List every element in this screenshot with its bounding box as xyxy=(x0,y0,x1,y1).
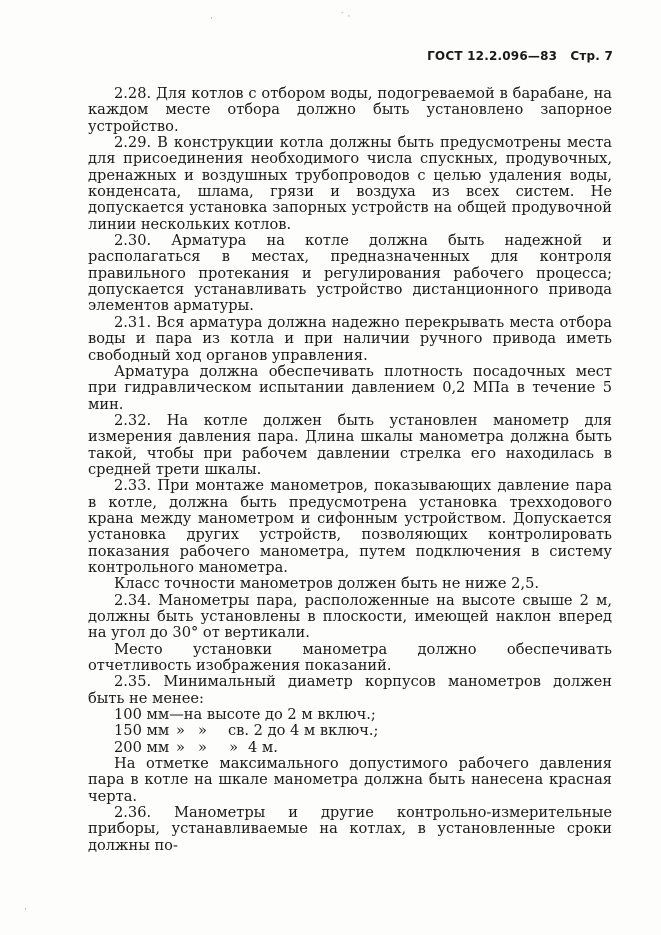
paragraph-gauge-location: Место установки манометра должно обеспечивать отчетливость изображения показаний. xyxy=(88,640,612,675)
scan-speck: ˙ · xyxy=(340,12,351,22)
paragraph-2-28: 2.28. Для котлов с отбором воды, подогреваемой в барабане, на каждом месте отбора должно быть установлено запорное устройство. xyxy=(88,85,612,135)
paragraph-2-32: 2.32. На котле должен быть установлен манометр для измерения давления пара. Длина шкалы манометра должна быть такой, чтобы при рабочем давлении стрелка его находилась в средней трети шкалы. xyxy=(88,411,612,478)
paragraph-valve-tightness: Арматура должна обеспечивать плотность посадочных мест при гидравлическом испытании давлением 0,2 МПа в течение 5 мин. xyxy=(88,362,612,413)
paragraph-accuracy-class: Класс точности манометров должен быть не ниже 2,5. xyxy=(114,575,540,593)
paragraph-2-31: 2.31. Вся арматура должна надежно перекрывать места отбора воды и пара из котла и при наличии ручного привода иметь свободный ход органов управления. xyxy=(88,313,612,364)
page-header xyxy=(427,49,613,63)
ditto-mark: » xyxy=(198,722,207,740)
ditto-mark: » xyxy=(176,722,185,740)
ditto-mark: » xyxy=(176,738,185,756)
paragraph-2-30: 2.30. Арматура на котле должна быть надежной и располагаться в местах, предназначенных для контроля правильного протекания и регулирования рабочего процесса; допускается устанавливать устройство дистанционного привода элементов арматуры. xyxy=(88,232,612,315)
scan-speck: · xyxy=(210,14,213,24)
paragraph-2-36: 2.36. Манометры и другие контрольно-измерительные приборы, устанавливаемые на котлах, в установленные сроки должны по- xyxy=(88,804,612,854)
ditto-mark: » xyxy=(198,738,207,756)
diameter-condition: св. 2 до 4 м включ.; xyxy=(228,722,379,740)
ditto-mark: » xyxy=(229,738,238,756)
paragraph-red-line: На отметке максимального допустимого рабочего давления пара в котле на шкале манометра должна быть нанесена красная черта. xyxy=(88,755,612,805)
paragraph-2-29: 2.29. В конструкции котла должны быть предусмотрены места для присоединения необходимого числа спускных, продувочных, дренажных и воздушных трубопроводов с целью удаления воды, конденсата, шлама, грязи и воздуха из всех систем. Не допускается установка запорных устройств на общей продувочной линии нескольких котлов. xyxy=(88,134,612,233)
scan-speck: · xyxy=(24,905,27,915)
diameter-size: 200 мм xyxy=(114,738,170,756)
diameter-row-200 xyxy=(88,740,612,756)
diameter-condition: 4 м. xyxy=(248,738,278,756)
paragraph-2-33: 2.33. При монтаже манометров, показывающих давление пара в котле, должна быть предусмотрена установка трехходового крана между манометром и сифонным устройством. Допускается установка других устройств, позволяющих контролировать показания рабочего манометра, путем подключения в систему контрольного манометра. xyxy=(88,477,612,576)
document-body xyxy=(88,86,612,854)
diameter-row-100-text: 100 мм—на высоте до 2 м включ.; xyxy=(114,706,376,724)
diameter-row-150 xyxy=(88,723,612,739)
paragraph-2-34: 2.34. Манометры пара, расположенные на высоте свыше 2 м, должны быть установлены в плоскости, имеющей наклон вперед на угол до 30° от вертикали. xyxy=(88,591,612,642)
standard-number: ГОСТ 12.2.096—83 xyxy=(427,49,558,63)
diameter-size: 150 мм xyxy=(114,722,170,740)
paragraph-2-35: 2.35. Минимальный диаметр корпусов манометров должен быть не менее: xyxy=(88,673,612,707)
page-number: Стр. 7 xyxy=(570,49,613,63)
diameter-row-100 xyxy=(88,707,612,723)
